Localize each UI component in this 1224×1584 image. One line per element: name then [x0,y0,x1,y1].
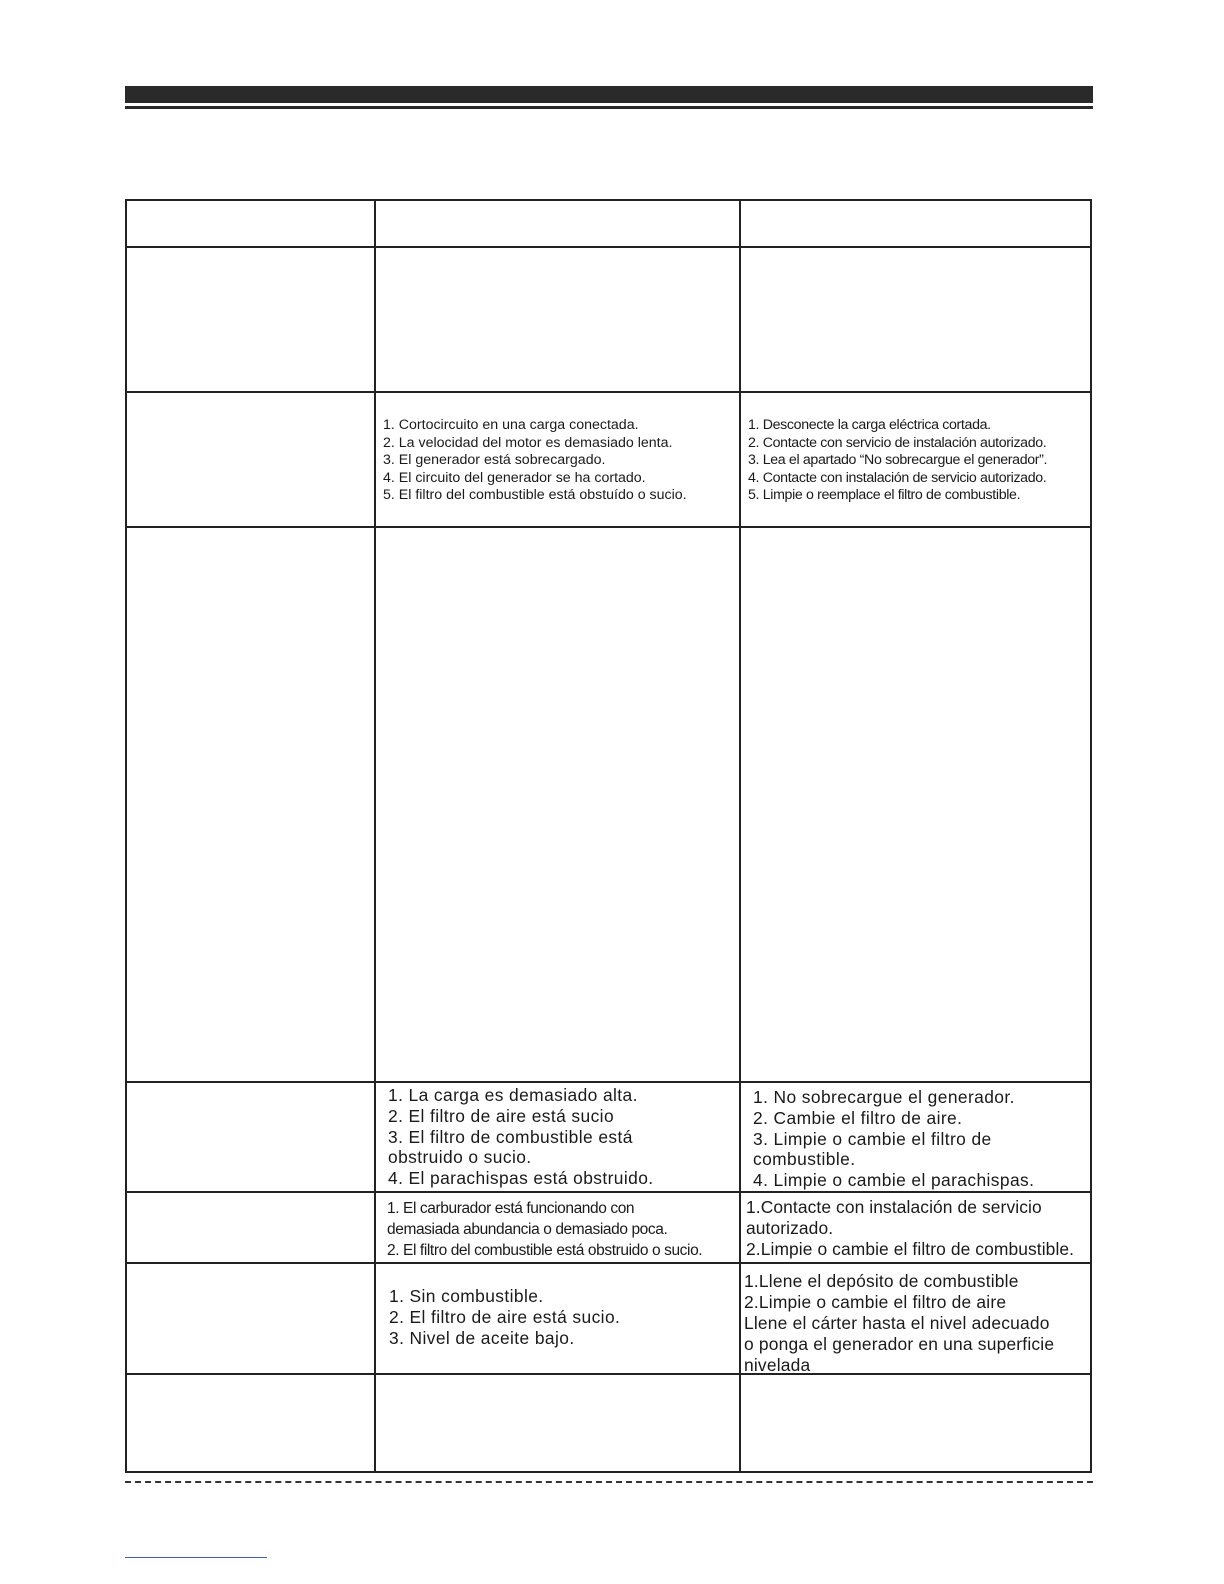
list-item: 2. Cambie el filtro de aire. [753,1107,963,1128]
row-b-solutions [748,417,1047,505]
list-item: 2.Limpie o cambie el filtro de aire [744,1292,1007,1312]
cut-line [125,1481,1093,1483]
row-divider [127,1191,1090,1193]
list-item: 3. Nivel de aceite bajo. [389,1328,575,1348]
row-f-causes [389,1286,620,1349]
row-divider [127,246,1090,248]
troubleshooting-table [125,199,1092,1473]
list-item: 1.Llene el depósito de combustible [744,1271,1019,1291]
header-rule-thin [125,106,1093,109]
list-item: combustible. [753,1149,856,1170]
footer-link-underline[interactable] [125,1557,267,1558]
row-e-solutions [746,1197,1074,1260]
list-item: 2. El filtro de aire está sucio [388,1105,615,1126]
list-item: 4. El circuito del generador se ha cortado. [383,469,646,486]
list-item: 3. El generador está sobrecargado. [383,452,606,469]
list-item: 5. Limpie o reemplace el filtro de combustible. [748,487,1021,504]
list-item: 1. El carburador está funcionando con [387,1200,635,1217]
row-divider [127,1081,1090,1083]
list-item: Llene el cárter hasta el nivel adecuado [744,1313,1050,1333]
list-item: 1.Contacte con instalación de servicio [746,1197,1042,1217]
list-item: 3. Limpie o cambie el filtro de [753,1128,992,1149]
row-b-causes [383,417,687,505]
row-divider [127,526,1090,528]
list-item: 1. La carga es demasiado alta. [388,1085,638,1105]
row-f-solutions [744,1271,1054,1376]
row-divider [127,391,1090,393]
list-item: 5. El filtro del combustible está obstuído o sucio. [383,487,687,504]
list-item: 3. El filtro de combustible está [388,1126,633,1147]
list-item: 2. El filtro de aire está sucio. [389,1307,621,1327]
list-item: 2. Contacte con servicio de instalación autorizado. [748,434,1047,451]
list-item: 1. Sin combustible. [389,1286,544,1306]
list-item: 3. Lea el apartado “No sobrecargue el generador”. [748,452,1048,469]
list-item: 2. El filtro del combustible está obstruido o sucio. [387,1242,703,1259]
list-item: 4. El parachispas está obstruido. [388,1168,654,1189]
list-item: 4. Contacte con instalación de servicio autorizado. [748,469,1047,486]
list-item: 1. Desconecte la carga eléctrica cortada. [748,417,991,433]
list-item: 2. La velocidad del motor es demasiado lenta. [383,434,673,451]
row-divider [127,1262,1090,1264]
list-item: 1. Cortocircuito en una carga conectada. [383,417,639,433]
row-e-causes [387,1198,702,1261]
list-item: obstruido o sucio. [388,1147,532,1168]
header-rule-thick [125,86,1093,103]
list-item: o ponga el generador en una superficie [744,1334,1055,1354]
list-item: 2.Limpie o cambie el filtro de combustible. [746,1239,1075,1259]
list-item: 4. Limpie o cambie el parachispas. [753,1170,1035,1191]
list-item: nivelada [744,1355,811,1375]
row-d-solutions [753,1087,1034,1191]
list-item: autorizado. [746,1218,834,1238]
row-d-causes [388,1085,654,1189]
list-item: demasiada abundancia o demasiado poca. [387,1221,668,1238]
list-item: 1. No sobrecargue el generador. [753,1087,1015,1107]
